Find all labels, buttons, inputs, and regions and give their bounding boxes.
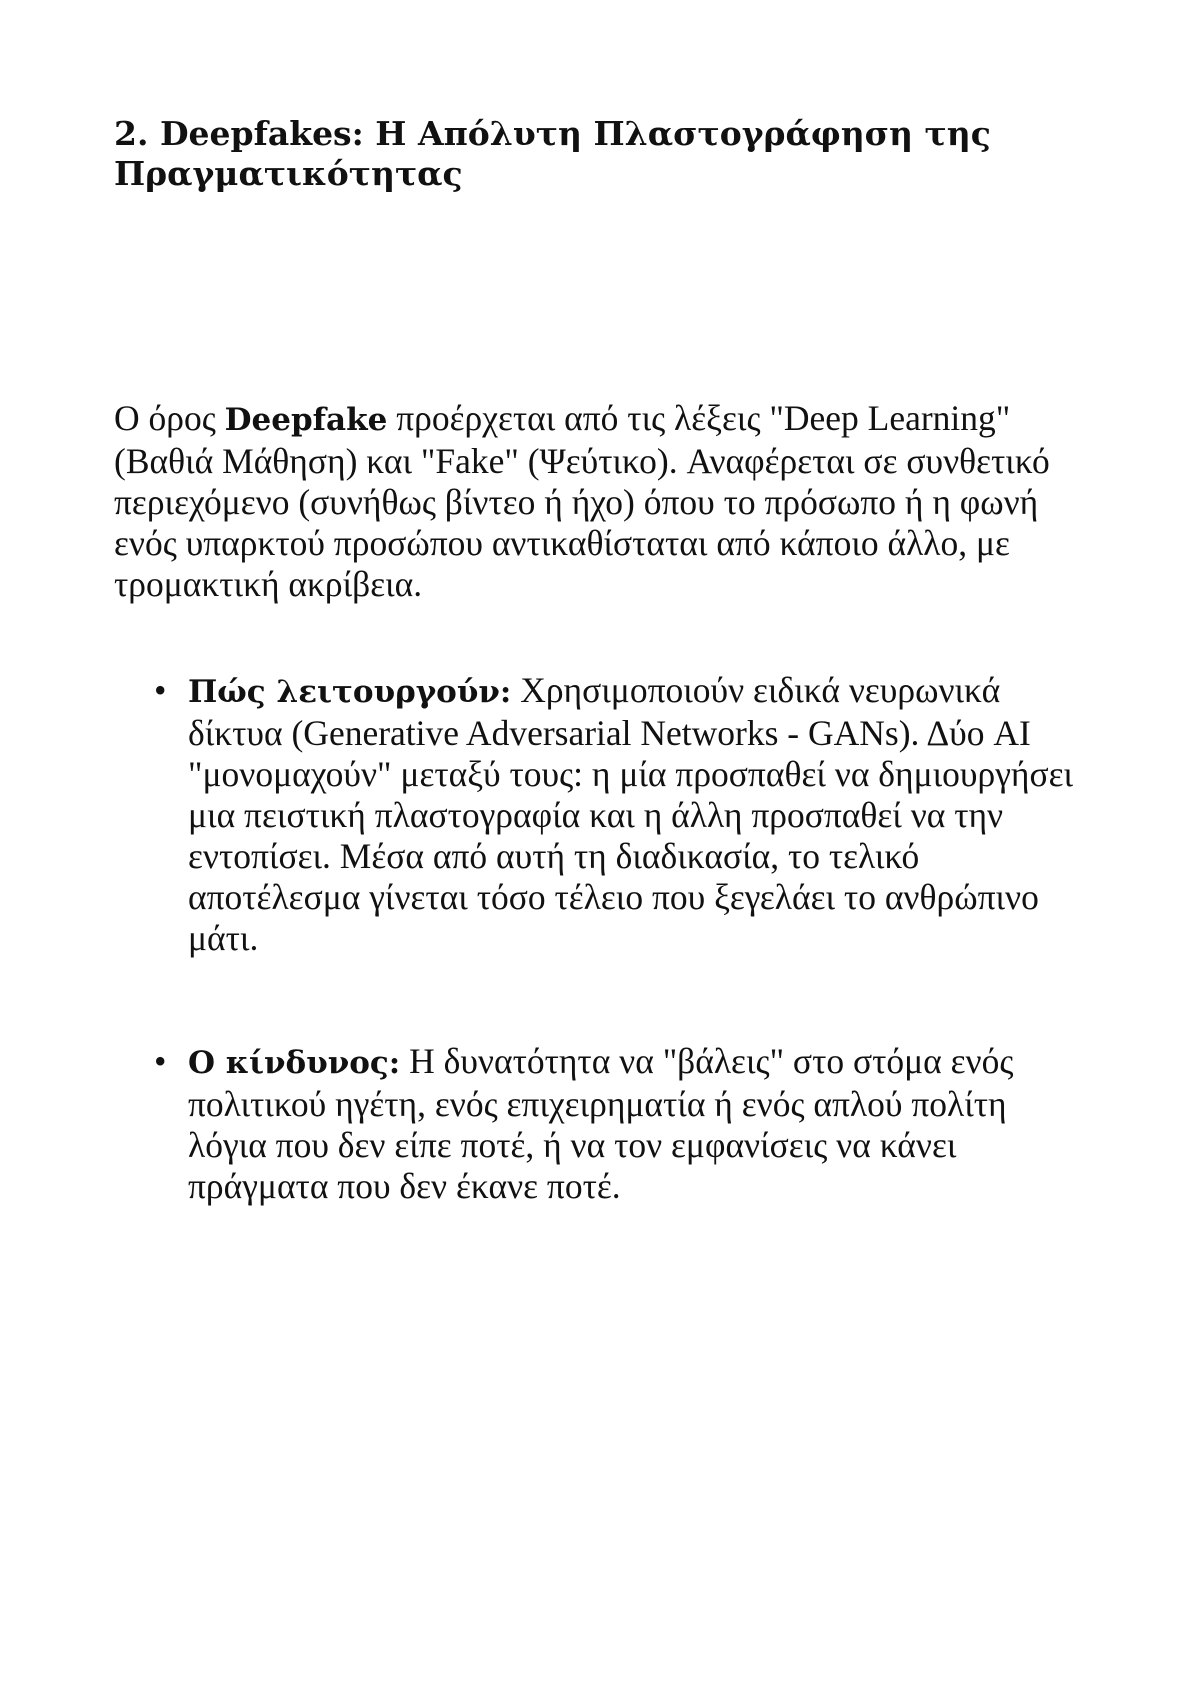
intro-text-before: Ο όρος [114, 398, 225, 438]
bullet-dot-icon: • [154, 1041, 167, 1081]
bullet-item-danger [150, 1041, 1090, 1207]
bullet-list [150, 670, 1090, 1207]
section-heading: 2. Deepfakes: Η Απόλυτη Πλαστογράφηση της Πραγματικότητας [114, 114, 991, 193]
bullet-text: Η δυνατότητα να "βάλεις" στο στόμα ενός πολιτικού ηγέτη, ενός επιχειρηματία ή ενός απλού πολίτη λόγια που δεν είπε ποτέ, ή να τον εμφανίσεις να κάνει πράγματα που δεν έκανε ποτέ. [188, 1041, 1014, 1206]
bullet-label: Ο κίνδυνος: [188, 1045, 401, 1081]
intro-text-after: προέρχεται από τις λέξεις "Deep Learning" (Βαθιά Μάθηση) και "Fake" (Ψεύτικο). Αναφέρεται σε συνθετικό περιεχόμενο (συνήθως βίντεο ή ήχο) όπου το πρόσωπο ή η φωνή ενός υπαρκτού προσώπου αντικαθίσταται από κάποιο άλλο, με τρομακτική ακρίβεια. [114, 398, 1050, 604]
intro-term: Deepfake [224, 402, 388, 438]
bullet-item-how-it-works [150, 670, 1090, 959]
intro-paragraph [114, 398, 1074, 605]
bullet-text: Χρησιμοποιούν ειδικά νευρωνικά δίκτυα (Generative Adversarial Networks - GANs). Δύο AI "μονομαχούν" μεταξύ τους: η μία προσπαθεί να δημιουργήσει μια πειστική πλαστογραφία και η άλλη προσπαθεί να την εντοπίσει. Μέσα από αυτή τη διαδικασία, το τελικό αποτέλεσμα γίνεται τόσο τέλειο που ξεγελάει το ανθρώπινο μάτι. [188, 670, 1074, 958]
bullet-dot-icon: • [154, 670, 167, 710]
bullet-label: Πώς λειτουργούν: [188, 674, 512, 710]
